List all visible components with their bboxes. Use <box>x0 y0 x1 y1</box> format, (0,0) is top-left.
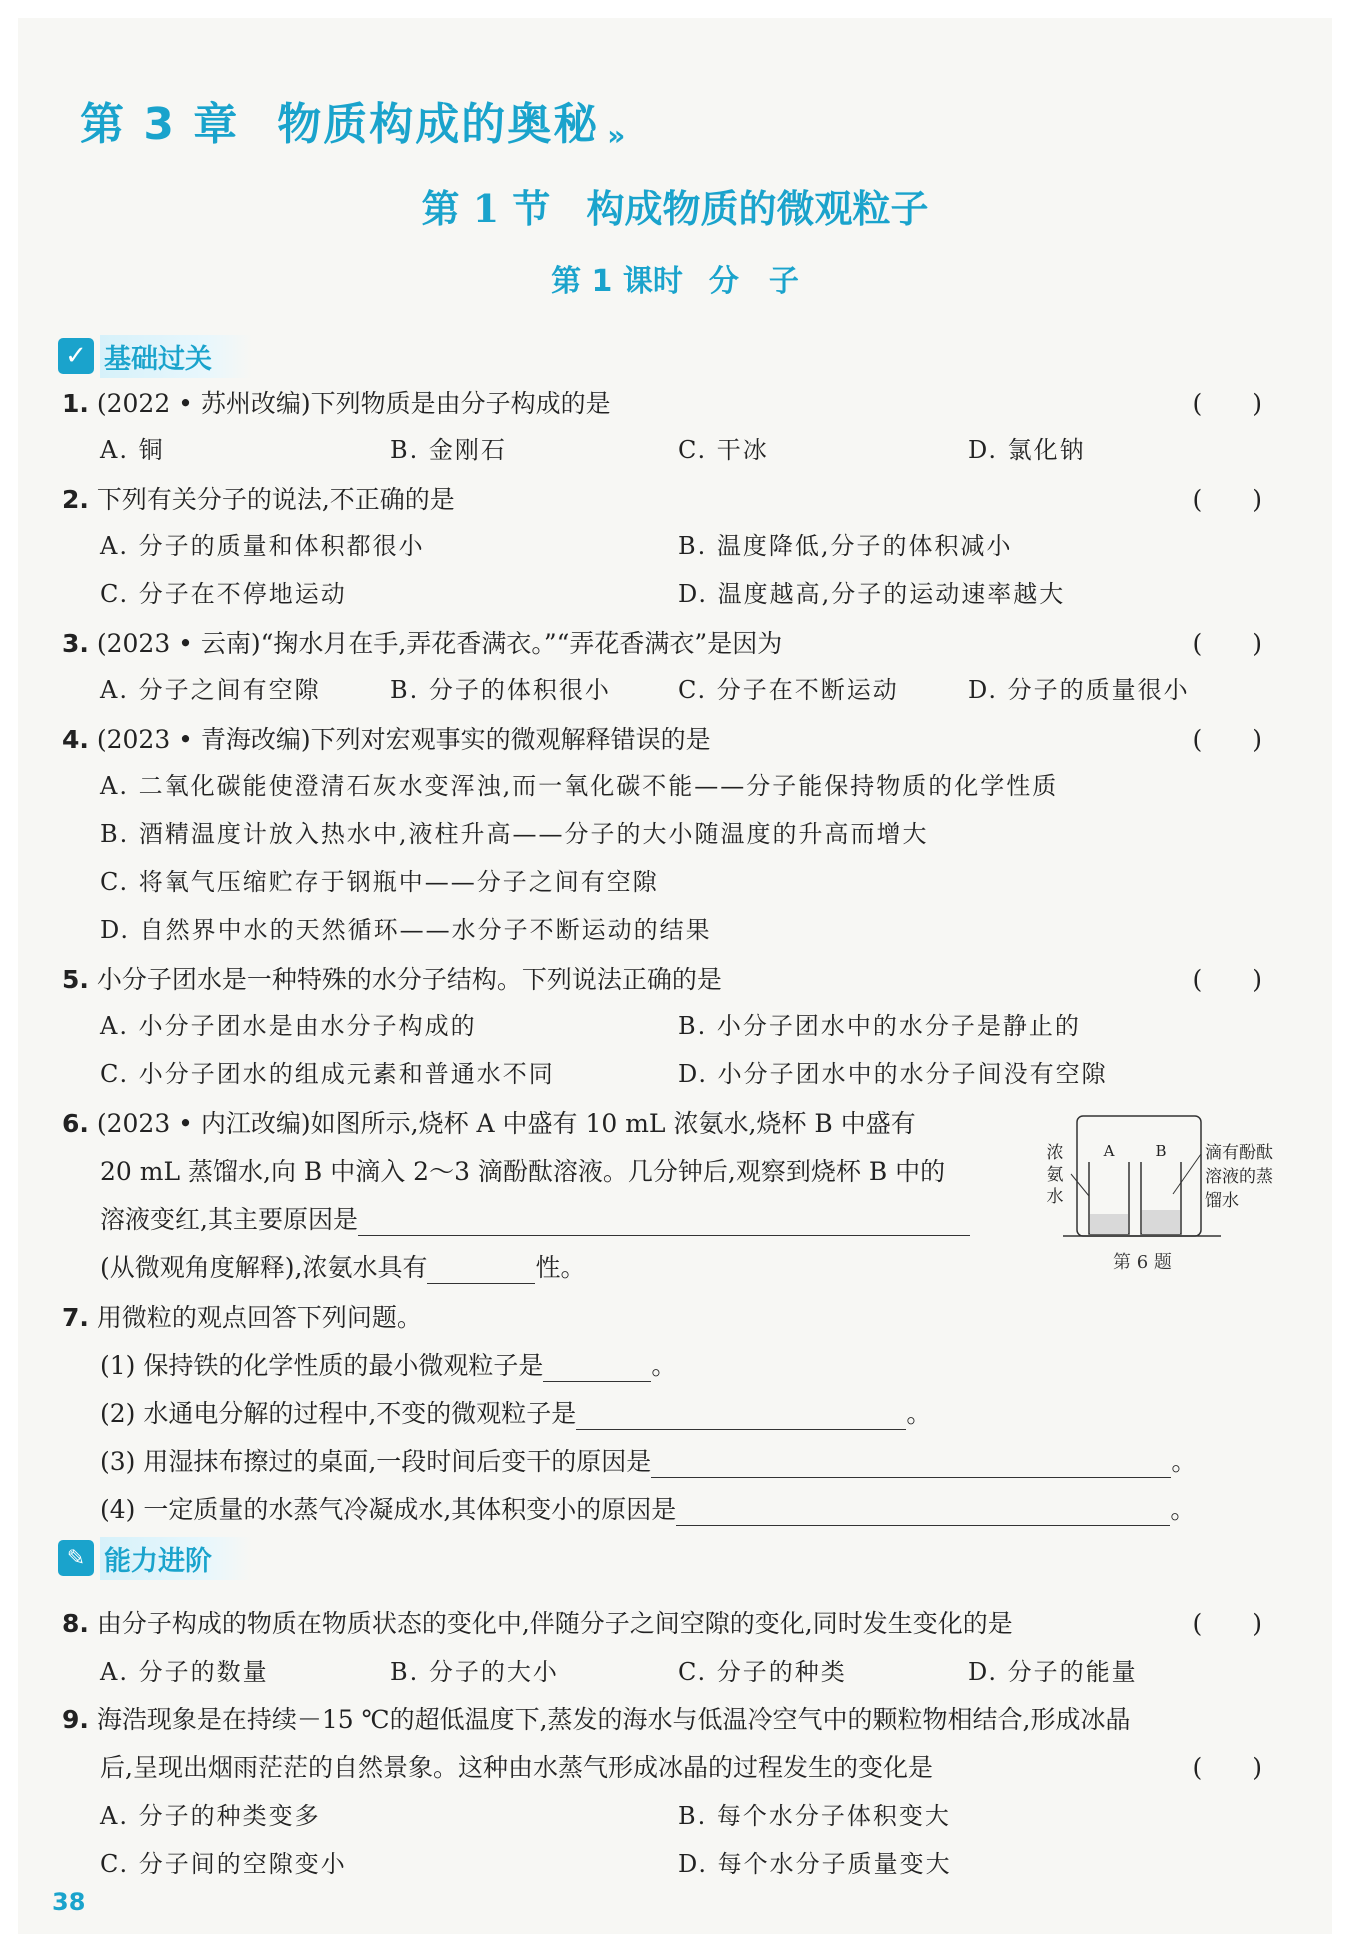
question-text: (从微观角度解释),浓氨水具有 <box>100 1253 428 1282</box>
beaker-a-liquid <box>1090 1214 1128 1234</box>
option-b: B. 金刚石 <box>390 436 507 464</box>
label-left-1: 浓 <box>1046 1143 1064 1163</box>
option-a: A. 铜 <box>100 436 165 464</box>
question-text: 性。 <box>535 1253 586 1282</box>
question-number: 9. <box>62 1705 89 1734</box>
question-6-line-4 <box>100 1248 585 1284</box>
option-b: B. 酒精温度计放入热水中,液柱升高——分子的大小随温度的升高而增大 <box>100 820 929 848</box>
option-d: D. 分子的能量 <box>968 1658 1138 1686</box>
option-c: C. 将氧气压缩贮存于钢瓶中——分子之间有空隙 <box>100 868 659 896</box>
option-b: B. 每个水分子体积变大 <box>678 1802 951 1830</box>
question-stem: 小分子团水是一种特殊的水分子结构。下列说法正确的是 <box>96 965 722 994</box>
question-stem: 下列有关分子的说法,不正确的是 <box>96 485 455 514</box>
answer-blank <box>358 1209 970 1236</box>
option-b: B. 分子的体积很小 <box>390 676 611 704</box>
label-right-1: 滴有酚酞 <box>1205 1143 1273 1163</box>
answer-blank <box>543 1355 651 1382</box>
answer-paren: ( ) <box>1192 389 1262 418</box>
question-end: 。 <box>1170 1495 1196 1524</box>
question-stem: (2022 • 苏州改编)下列物质是由分子构成的是 <box>96 389 611 418</box>
option-c: C. 分子在不断运动 <box>678 676 899 704</box>
label-left-2: 氨 <box>1046 1165 1064 1185</box>
question-6-line-3 <box>100 1200 970 1236</box>
beaker-diagram <box>1033 1114 1293 1244</box>
question-number: 3. <box>62 629 89 658</box>
beaker-b-liquid <box>1142 1210 1180 1234</box>
pointer-right <box>1173 1154 1201 1194</box>
question-8 <box>62 1604 1013 1640</box>
label-right-2: 溶液的蒸 <box>1205 1167 1273 1187</box>
option-c: C. 小分子团水的组成元素和普通水不同 <box>100 1060 555 1088</box>
answer-paren: ( ) <box>1192 725 1262 754</box>
question-number: 5. <box>62 965 89 994</box>
question-5 <box>62 960 722 996</box>
option-a: A. 分子的质量和体积都很小 <box>100 532 425 560</box>
question-end: 。 <box>1171 1447 1197 1476</box>
question-7 <box>62 1298 422 1334</box>
answer-paren: ( ) <box>1192 1753 1262 1782</box>
beaker-a-label: A <box>1103 1142 1115 1160</box>
section-heading <box>18 178 1332 233</box>
option-d: D. 每个水分子质量变大 <box>678 1850 952 1878</box>
option-c: C. 分子的种类 <box>678 1658 847 1686</box>
label-right-3: 馏水 <box>1205 1191 1239 1211</box>
question-6-line-2: 20 mL 蒸馏水,向 B 中滴入 2～3 滴酚酞溶液。几分钟后,观察到烧杯 B 中的 <box>100 1157 946 1186</box>
figure-caption: 第 6 题 <box>1113 1252 1172 1273</box>
sub-question-4 <box>100 1490 1195 1526</box>
page-number: 38 <box>52 1888 86 1916</box>
option-c: C. 分子在不停地运动 <box>100 580 347 608</box>
question-4 <box>62 720 711 756</box>
option-d: D. 自然界中水的天然循环——水分子不断运动的结果 <box>100 916 712 944</box>
section-number: 第 1 节 <box>421 186 551 231</box>
question-1 <box>62 384 611 420</box>
question-end: 。 <box>906 1399 932 1428</box>
option-a: A. 分子的种类变多 <box>100 1802 321 1830</box>
question-text: (1) 保持铁的化学性质的最小微观粒子是 <box>100 1351 544 1380</box>
page <box>18 18 1332 1934</box>
question-number: 8. <box>62 1609 89 1638</box>
lesson-heading <box>18 256 1332 300</box>
question-stem: 用微粒的观点回答下列问题。 <box>96 1303 422 1332</box>
question-text: (2) 水通电分解的过程中,不变的微观粒子是 <box>100 1399 577 1428</box>
question-stem: (2023 • 内江改编)如图所示,烧杯 A 中盛有 10 mL 浓氨水,烧杯 B 中盛有 <box>96 1109 916 1138</box>
double-chevron-icon: » <box>607 119 628 152</box>
option-d: D. 小分子团水中的水分子间没有空隙 <box>678 1060 1108 1088</box>
sub-question-3 <box>100 1442 1196 1478</box>
option-d: D. 氯化钠 <box>968 436 1086 464</box>
answer-paren: ( ) <box>1192 485 1262 514</box>
banner-label: 能力进阶 <box>100 1537 252 1580</box>
answer-paren: ( ) <box>1192 1609 1262 1638</box>
option-a: A. 分子的数量 <box>100 1658 269 1686</box>
chapter-heading <box>80 88 627 152</box>
section-banner-basic <box>58 336 252 376</box>
option-d: D. 温度越高,分子的运动速率越大 <box>678 580 1066 608</box>
banner-label: 基础过关 <box>100 335 252 378</box>
question-text: (3) 用湿抹布擦过的桌面,一段时间后变干的原因是 <box>100 1447 652 1476</box>
sub-question-1 <box>100 1346 676 1382</box>
answer-paren: ( ) <box>1192 629 1262 658</box>
lesson-title: 分 子 <box>708 264 799 299</box>
option-b: B. 小分子团水中的水分子是静止的 <box>678 1012 1081 1040</box>
sub-question-2 <box>100 1394 931 1430</box>
question-stem: (2023 • 青海改编)下列对宏观事实的微观解释错误的是 <box>96 725 711 754</box>
section-title: 构成物质的微观粒子 <box>586 186 929 231</box>
option-a: A. 二氧化碳能使澄清石灰水变浑浊,而一氧化碳不能——分子能保持物质的化学性质 <box>100 772 1059 800</box>
question-text: 溶液变红,其主要原因是 <box>100 1205 358 1234</box>
answer-blank <box>427 1257 535 1284</box>
option-a: A. 分子之间有空隙 <box>100 676 321 704</box>
answer-blank <box>651 1451 1171 1478</box>
question-6-line-1 <box>62 1104 916 1140</box>
question-number: 1. <box>62 389 89 418</box>
option-c: C. 分子间的空隙变小 <box>100 1850 347 1878</box>
question-stem: 由分子构成的物质在物质状态的变化中,伴随分子之间空隙的变化,同时发生变化的是 <box>96 1609 1013 1638</box>
chapter-title: 物质构成的奥秘 <box>277 99 600 150</box>
question-stem: 海浩现象是在持续－15 ℃的超低温度下,蒸发的海水与低温冷空气中的颗粒物相结合,形成冰晶 <box>96 1705 1131 1734</box>
question-9-line-2: 后,呈现出烟雨茫茫的自然景象。这种由水蒸气形成冰晶的过程发生的变化是 <box>100 1753 933 1782</box>
pen-edit-icon: ✎ <box>58 1540 94 1576</box>
question-2 <box>62 480 455 516</box>
checkbox-icon: ✓ <box>58 338 94 374</box>
answer-blank <box>576 1403 906 1430</box>
option-d: D. 分子的质量很小 <box>968 676 1190 704</box>
question-number: 2. <box>62 485 89 514</box>
section-banner-advanced <box>58 1538 252 1578</box>
option-b: B. 温度降低,分子的体积减小 <box>678 532 1013 560</box>
question-stem: (2023 • 云南)“掬水月在手,弄花香满衣。”“弄花香满衣”是因为 <box>96 629 783 658</box>
answer-paren: ( ) <box>1192 965 1262 994</box>
question-number: 4. <box>62 725 89 754</box>
label-left-3: 水 <box>1046 1187 1064 1207</box>
question-text: (4) 一定质量的水蒸气冷凝成水,其体积变小的原因是 <box>100 1495 677 1524</box>
question-3 <box>62 624 782 660</box>
answer-blank <box>676 1499 1170 1526</box>
beaker-b-label: B <box>1155 1142 1167 1160</box>
chapter-number: 第 3 章 <box>80 99 240 150</box>
question-9-line-1 <box>62 1700 1130 1736</box>
pointer-left <box>1071 1174 1089 1196</box>
option-c: C. 干冰 <box>678 436 769 464</box>
option-b: B. 分子的大小 <box>390 1658 559 1686</box>
question-end: 。 <box>651 1351 677 1380</box>
lesson-number: 第 1 课时 <box>551 264 683 299</box>
question-number: 7. <box>62 1303 89 1332</box>
option-a: A. 小分子团水是由水分子构成的 <box>100 1012 477 1040</box>
question-number: 6. <box>62 1109 89 1138</box>
